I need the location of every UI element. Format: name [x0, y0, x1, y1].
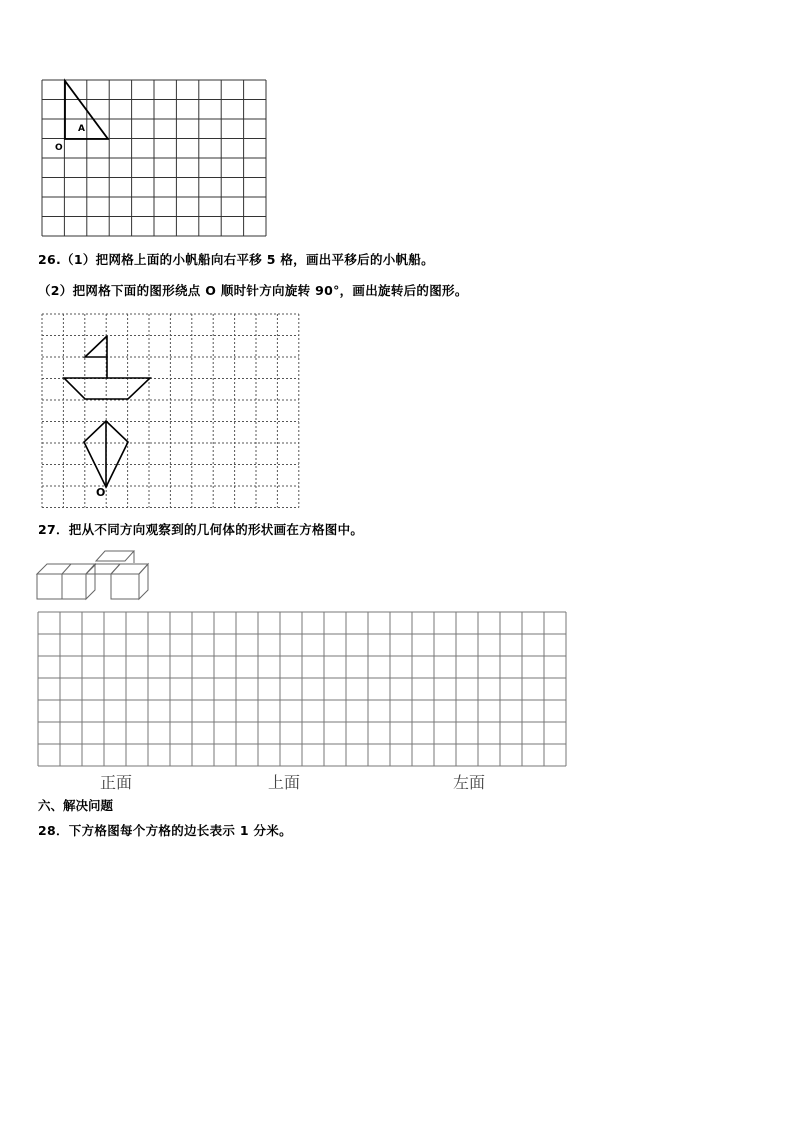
q26-part1-text: 26.（1）把网格上面的小帆船向右平移 5 格，画出平移后的小帆船。	[38, 252, 434, 267]
left-view-label: 左面	[453, 773, 486, 792]
q28-text: 28．下方格图每个方格的边长表示 1 分米。	[38, 823, 292, 838]
point-a-label: A	[78, 124, 85, 134]
top-view-label: 上面	[268, 773, 301, 792]
q27-text: 27．把从不同方向观察到的几何体的形状画在方格图中。	[38, 522, 364, 537]
point-o-rotation-label: O	[96, 486, 106, 499]
front-view-label: 正面	[100, 773, 133, 792]
point-o-label: O	[55, 143, 63, 153]
section-six-title: 六、解决问题	[38, 798, 114, 813]
q26-part2-text: （2）把网格下面的图形绕点 O 顺时针方向旋转 90°，画出旋转后的图形。	[38, 283, 468, 298]
